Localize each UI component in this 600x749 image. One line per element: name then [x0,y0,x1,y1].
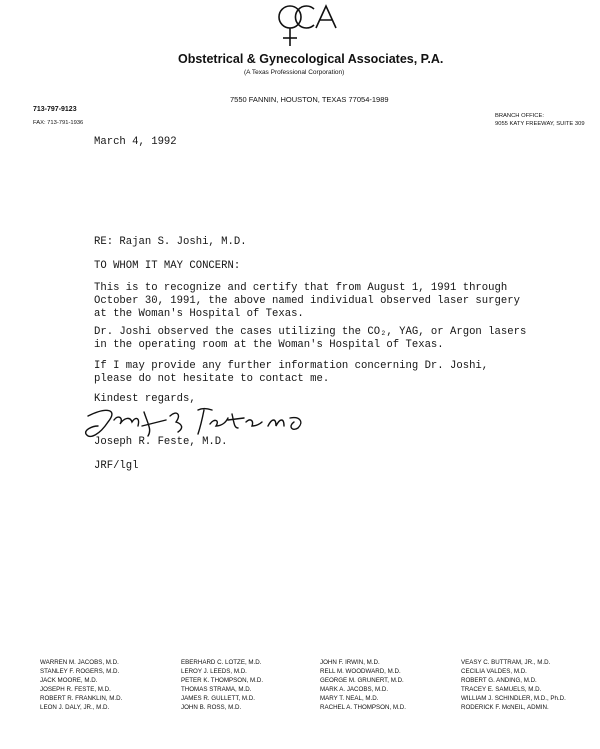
roster-name: ROBERT R. FRANKLIN, M.D. [40,695,123,702]
oga-logo [270,2,340,48]
roster-name: RACHEL A. THOMPSON, M.D. [320,704,406,711]
paragraph-3: If I may provide any further information concerning Dr. Joshi, please do not hesitate to contact me. [94,360,489,385]
roster-name: VEASY C. BUTTRAM, JR., M.D. [461,659,551,666]
roster-name: LEROY J. LEEDS, M.D. [181,668,247,675]
roster-name: TRACEY E. SAMUELS, M.D. [461,686,542,693]
roster-name: RODERICK F. McNEIL, ADMIN. [461,704,549,711]
roster-name: JOHN B. ROSS, M.D. [181,704,242,711]
roster-name: JOHN F. IRWIN, M.D. [320,659,380,666]
roster-name: JAMES R. GULLETT, M.D. [181,695,255,702]
organization-name: Obstetrical & Gynecological Associates, P.A. [178,52,444,66]
roster-name: MARY T. NEAL, M.D. [320,695,379,702]
roster-name: JOSEPH R. FESTE, M.D. [40,686,111,693]
roster-name: PETER K. THOMPSON, M.D. [181,677,264,684]
branch-office [495,112,585,128]
roster-name: CECILIA VALDES, M.D. [461,668,527,675]
roster-column-1 [40,658,122,712]
signer-name: Joseph R. Feste, M.D. [94,436,228,448]
branch-address: 9055 KATY FREEWAY, SUITE 309 [495,121,585,127]
roster-column-2 [181,658,263,712]
salutation: TO WHOM IT MAY CONCERN: [94,260,241,272]
roster-name: EBERHARD C. LOTZE, M.D. [181,659,262,666]
fax-number: FAX: 713-791-1936 [33,120,84,126]
paragraph-1: This is to recognize and certify that from August 1, 1991 through October 30, 1991, the above named individual observed laser surgery at the Woman's Hospital of Texas. [94,282,520,320]
roster-name: STANLEY F. ROGERS, M.D. [40,668,120,675]
roster-name: GEORGE M. GRUNERT, M.D. [320,677,404,684]
roster-column-3 [320,658,406,712]
letter-date: March 4, 1992 [94,136,177,148]
branch-label: BRANCH OFFICE: [495,113,544,119]
roster-name: THOMAS STRAMA, M.D. [181,686,252,693]
typist-initials: JRF/lgl [94,460,139,472]
phone-number: 713-797-9123 [33,106,77,113]
main-address: 7550 FANNIN, HOUSTON, TEXAS 77054-1989 [230,95,389,104]
roster-name: MARK A. JACOBS, M.D. [320,686,389,693]
organization-subtitle: (A Texas Professional Corporation) [244,69,345,76]
roster-name: JACK MOORE, M.D. [40,677,98,684]
roster-name: LEON J. DALY, JR., M.D. [40,704,110,711]
roster-name: WILLIAM J. SCHINDLER, M.D., Ph.D. [461,695,566,702]
roster-name: ROBERT G. ANDING, M.D. [461,677,537,684]
roster-name: RELL M. WOODWARD, M.D. [320,668,401,675]
roster-name: WARREN M. JACOBS, M.D. [40,659,119,666]
paragraph-2: Dr. Joshi observed the cases utilizing the CO₂, YAG, or Argon lasers in the operating room at the Woman's Hospital of Texas. [94,326,527,351]
closing: Kindest regards, [94,393,196,405]
re-line: RE: Rajan S. Joshi, M.D. [94,236,247,248]
roster-column-4 [461,658,566,712]
